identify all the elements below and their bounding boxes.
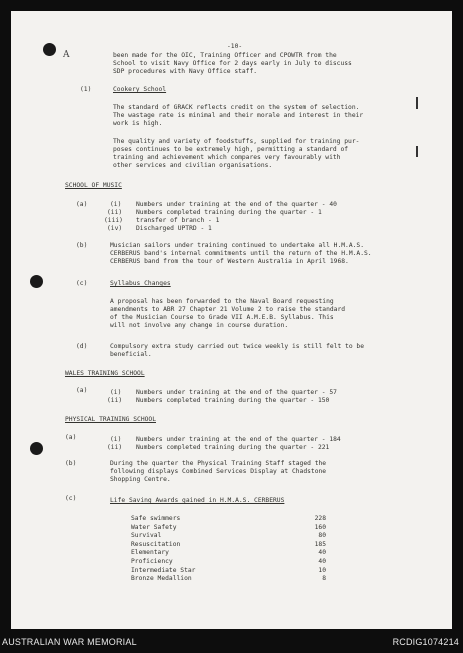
text-line: work is high. — [113, 120, 163, 127]
item-label: (a) — [76, 201, 88, 208]
list-item: Numbers under training at the end of the quarter - 57 — [136, 389, 337, 396]
award-name: Elementary — [131, 549, 169, 557]
award-name: Safe swimmers — [131, 515, 181, 522]
award-name: Proficiency — [131, 558, 173, 565]
text-line: Shopping Centre. — [110, 476, 171, 483]
page-number: -10- — [227, 43, 243, 50]
item-label: (a) — [76, 387, 88, 394]
section-heading: WALES TRAINING SCHOOL — [65, 370, 145, 377]
text-line: other services and civilian organisations. — [113, 162, 273, 169]
text-line: beneficial. — [110, 351, 152, 358]
award-count: 8 — [322, 575, 326, 583]
award-name: Survival — [131, 532, 162, 540]
award-count: 185 — [314, 540, 326, 548]
item-label: (c) — [76, 280, 88, 287]
award-count: 160 — [314, 523, 326, 531]
award-count: 40 — [318, 549, 326, 557]
text-line: SDP procedures with Navy Office staff. — [113, 68, 258, 75]
text-line: been made for the OIC, Training Officer and CPOWTR from the — [113, 52, 337, 59]
award-count: 228 — [314, 515, 326, 522]
text-line: The quality and variety of foodstuffs, supplied for training pur- — [113, 138, 360, 145]
list-num: (i) — [110, 201, 122, 208]
punch-hole — [30, 442, 43, 455]
text-line: amendments to ABR 27 Chapter 21 Volume 2 to raise the standard — [110, 306, 346, 313]
text-line: following displays Combined Services Display at Chadstone — [110, 468, 327, 475]
list-item: Numbers under training at the end of the quarter - 184 — [136, 436, 341, 443]
text-line: CERBERUS band's internal commitments until the return of the H.M.A.S. — [110, 250, 372, 257]
text-line: will not involve any change in course duration. — [110, 322, 289, 329]
text-line: CERBERUS band from the tour of Western Australia in April 1968. — [110, 258, 349, 265]
footer-record-id: RCDIG1074214 — [392, 637, 459, 647]
text-line: of the Musician Course to Grade VII A.M.E.B. Syllabus. This — [110, 314, 334, 321]
award-count: 40 — [318, 558, 326, 565]
item-label: (c) — [65, 495, 77, 502]
list-item: Numbers completed training during the quarter - 150 — [136, 397, 330, 404]
award-name: Bronze Medallion — [131, 575, 192, 583]
text-line: Compulsory extra study carried out twice weekly is still felt to be — [110, 343, 365, 350]
item-label: (b) — [76, 242, 88, 249]
list-num: (ii) — [107, 397, 123, 404]
list-num: (i) — [110, 389, 122, 396]
list-num: (iii) — [104, 217, 123, 224]
punch-hole — [43, 43, 56, 56]
item-label: (a) — [65, 434, 77, 441]
item-label: (b) — [65, 460, 77, 467]
award-name: Resuscitation — [131, 540, 181, 548]
text-line: School to visit Navy Office for 2 days early in July to discuss — [113, 60, 352, 67]
section-heading: SCHOOL OF MUSIC — [65, 182, 122, 189]
award-count: 80 — [318, 532, 326, 540]
text-line: Musician sailors under training continued to undertake all H.M.A.S. — [110, 242, 365, 249]
item-label: (1) — [80, 86, 92, 93]
text-line: poses continues to be extremely high, permitting a standard of — [113, 146, 349, 153]
text-line: The wastage rate is minimal and their morale and interest in their — [113, 112, 364, 119]
section-subheading: Cookery School — [113, 86, 167, 93]
list-num: (iv) — [107, 225, 123, 232]
list-num: (ii) — [107, 209, 123, 216]
list-item: transfer of branch - 1 — [136, 217, 220, 224]
text-line: During the quarter the Physical Training Staff staged the — [110, 460, 327, 467]
list-item: Discharged UPTRD - 1 — [136, 225, 212, 232]
item-label: (d) — [76, 343, 88, 350]
section-heading: PHYSICAL TRAINING SCHOOL — [65, 416, 156, 423]
list-item: Numbers completed training during the quarter - 221 — [136, 444, 330, 451]
pencil-tick — [416, 97, 418, 109]
text-line: The standard of GRACK reflects credit on the system of selection. — [113, 104, 360, 111]
list-item: Numbers completed training during the quarter - 1 — [136, 209, 322, 216]
footer-bar — [0, 631, 463, 653]
section-subheading: Syllabus Changes — [110, 280, 171, 287]
section-subheading: Life Saving Awards gained in H.M.A.S. CERBERUS — [110, 497, 285, 504]
punch-hole — [30, 275, 43, 288]
footer-credit: AUSTRALIAN WAR MEMORIAL — [2, 637, 137, 647]
text-line: training and achievement which compares very favourably with — [113, 154, 341, 161]
text-line: A proposal has been forwarded to the Naval Board requesting — [110, 298, 334, 305]
award-name: Water Safety — [131, 523, 177, 531]
pencil-tick — [416, 146, 418, 157]
list-item: Numbers under training at the end of the quarter - 40 — [136, 201, 337, 208]
award-count: 10 — [318, 566, 326, 574]
list-num: (ii) — [107, 444, 123, 451]
award-name: Intermediate Star — [131, 566, 196, 574]
pencil-mark: A — [63, 50, 70, 60]
list-num: (i) — [110, 436, 122, 443]
